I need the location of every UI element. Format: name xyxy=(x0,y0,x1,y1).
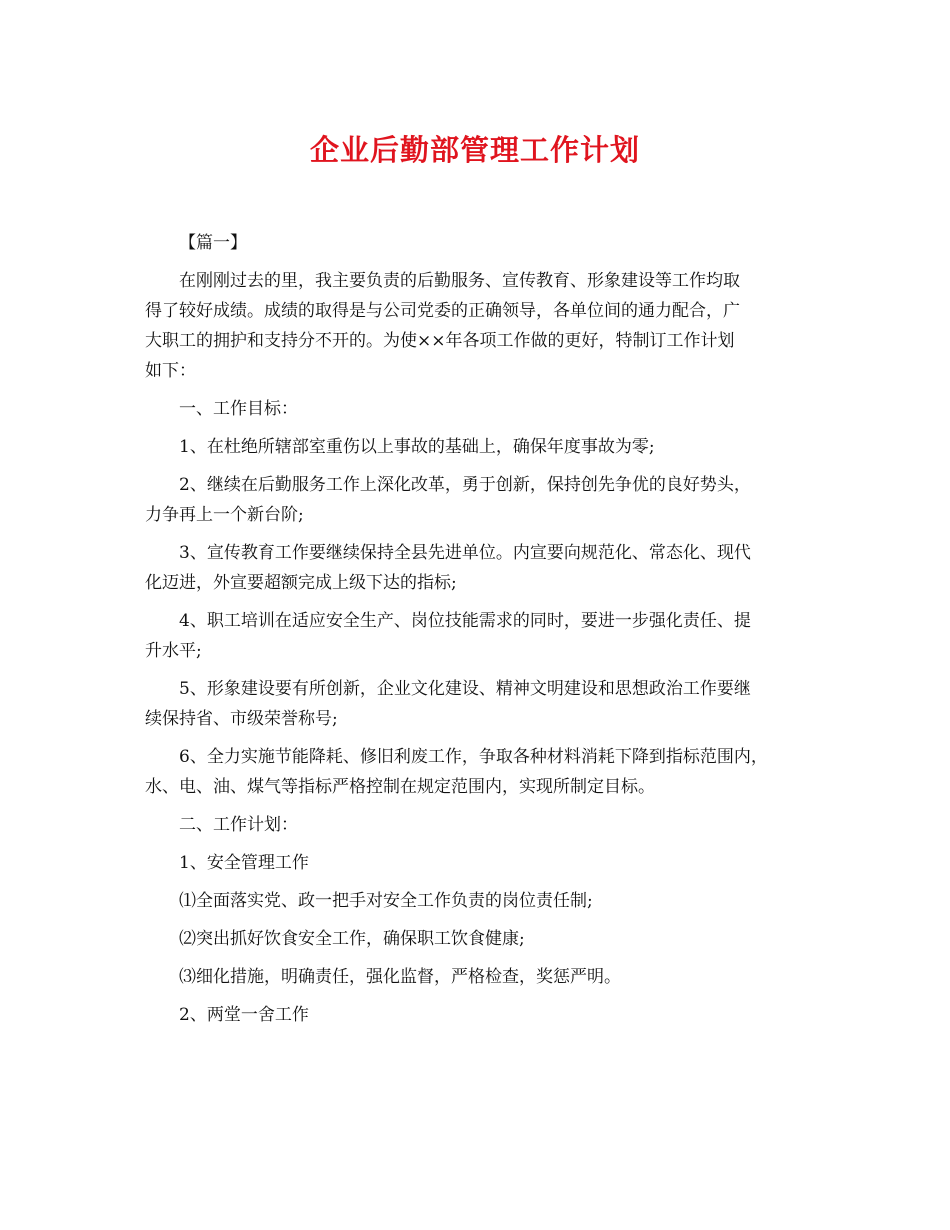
goal-item-6 xyxy=(145,742,825,802)
paragraph-line: 在刚刚过去的里，我主要负责的后勤服务、宣传教育、形象建设等工作均取 xyxy=(179,271,740,291)
plan-subitem-3 xyxy=(145,962,825,992)
paragraph-line: 一、工作目标： xyxy=(179,399,298,419)
paragraph-line: 1、在杜绝所辖部室重伤以上事故的基础上，确保年度事故为零; xyxy=(179,437,655,457)
document-body xyxy=(145,228,825,1030)
paragraph-line: 续保持省、市级荣誉称号; xyxy=(145,709,338,729)
paragraph-line: 二、工作计划： xyxy=(179,815,298,835)
goal-item-4 xyxy=(145,606,825,666)
goal-item-1 xyxy=(145,432,825,462)
paragraph-line: 大职工的拥护和支持分不开的。为使××年各项工作做的更好，特制订工作计划 xyxy=(145,331,735,351)
paragraph-line: 4、职工培训在适应安全生产、岗位技能需求的同时，要进一步强化责任、提 xyxy=(179,611,751,631)
paragraph-line: 6、全力实施节能降耗、修旧利废工作，争取各种材料消耗下降到指标范围内， xyxy=(179,747,768,767)
paragraph-line: ⑵突出抓好饮食安全工作，确保职工饮食健康; xyxy=(179,929,525,949)
paragraph-line: 化迈进，外宣要超额完成上级下达的指标; xyxy=(145,573,457,593)
goal-item-2 xyxy=(145,470,825,530)
plan-subitem-1 xyxy=(145,886,825,916)
goal-item-5 xyxy=(145,674,825,734)
paragraph-line: 如下： xyxy=(145,361,196,381)
paragraph-line: ⑴全面落实党、政一把手对安全工作负责的岗位责任制; xyxy=(179,891,593,911)
paragraph-line: 3、宣传教育工作要继续保持全县先进单位。内宣要向规范化、常态化、现代 xyxy=(179,543,751,563)
paragraph-line: 1、安全管理工作 xyxy=(179,853,309,873)
paragraph-line: 水、电、油、煤气等指标严格控制在规定范围内，实现所制定目标。 xyxy=(145,777,655,797)
paragraph-line: 升水平; xyxy=(145,641,202,661)
plan-item-safety xyxy=(145,848,825,878)
section-label-text: 【篇一】 xyxy=(179,233,247,253)
paragraph-line: 2、继续在后勤服务工作上深化改革，勇于创新，保持创先争优的良好势头， xyxy=(179,475,751,495)
paragraph-line: 2、两堂一舍工作 xyxy=(179,1005,309,1025)
heading-work-plan xyxy=(145,810,825,840)
plan-subitem-2 xyxy=(145,924,825,954)
goal-item-3 xyxy=(145,538,825,598)
paragraph-line: ⑶细化措施，明确责任，强化监督，严格检查，奖惩严明。 xyxy=(179,967,621,987)
section-label xyxy=(145,228,825,258)
paragraph-line: 5、形象建设要有所创新，企业文化建设、精神文明建设和思想政治工作要继 xyxy=(179,679,751,699)
paragraph-intro xyxy=(145,266,825,386)
paragraph-line: 得了较好成绩。成绩的取得是与公司党委的正确领导，各单位间的通力配合，广 xyxy=(145,301,740,321)
document-title: 企业后勤部管理工作计划 xyxy=(309,133,640,167)
heading-work-goals xyxy=(145,394,825,424)
plan-item-canteen-dorm xyxy=(145,1000,825,1030)
paragraph-line: 力争再上一个新台阶; xyxy=(145,505,304,525)
